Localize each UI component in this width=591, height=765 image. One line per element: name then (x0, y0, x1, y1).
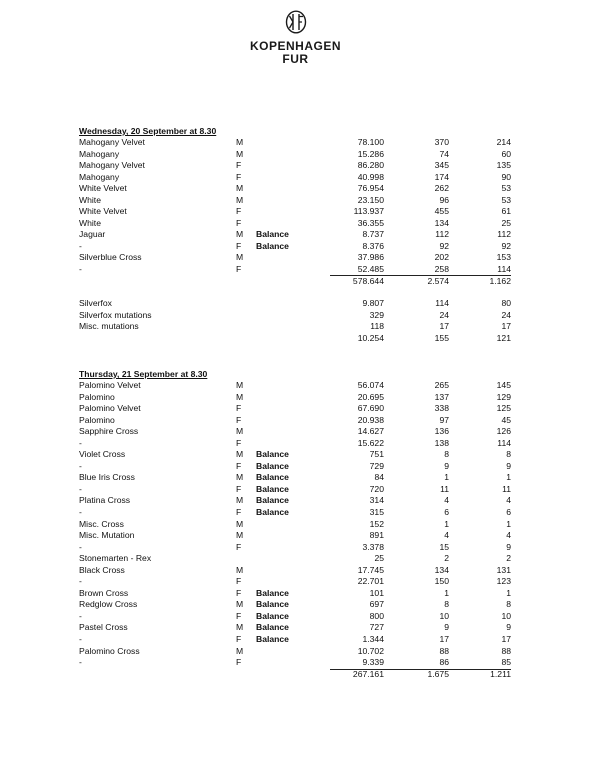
value-c: 85 (501, 657, 511, 668)
table-row (79, 241, 511, 253)
item-name: Blue Iris Cross (79, 472, 135, 483)
value-a: 118 (370, 321, 384, 332)
item-name: Misc. Cross (79, 518, 124, 529)
table-row (79, 310, 511, 322)
value-c: 90 (501, 171, 511, 182)
value-a: 891 (369, 530, 384, 541)
value-a: 40.998 (357, 171, 384, 182)
value-a: 315 (369, 507, 384, 518)
item-name: White Velvet (79, 183, 127, 194)
item-name: Mahogany (79, 148, 120, 159)
value-b: 258 (434, 264, 449, 275)
value-b: 2 (444, 553, 449, 564)
value-a: 15.286 (357, 148, 384, 159)
wednesday-title: Wednesday, 20 September at 8.30 (79, 126, 217, 136)
table-row (79, 472, 511, 484)
value-b: 8 (444, 449, 449, 460)
sex: F (236, 634, 242, 645)
value-c: 53 (501, 183, 511, 194)
silverfox-section (79, 298, 511, 344)
sex: F (236, 576, 242, 587)
value-c: 80 (501, 298, 511, 308)
table-row (79, 218, 511, 230)
brand-name-line1: KOPENHAGEN (249, 39, 341, 53)
table-row (79, 137, 511, 149)
sex: M (236, 622, 244, 633)
value-a: 23.150 (357, 194, 384, 205)
table-row (79, 576, 511, 588)
sex: F (236, 217, 242, 228)
kopenhagen-fur-logo (0, 10, 591, 66)
item-name: - (79, 437, 82, 448)
value-c: 9 (506, 460, 511, 471)
table-row (79, 588, 511, 600)
item-name: - (79, 264, 82, 275)
value-b: 9 (444, 622, 449, 633)
sex: M (236, 391, 244, 402)
item-name: Sapphire Cross (79, 426, 139, 437)
table-row (79, 542, 511, 554)
wednesday-total-b: 2.574 (427, 275, 449, 286)
value-b: 15 (439, 541, 449, 552)
silverfox-total-row (79, 333, 511, 345)
value-c: 4 (506, 530, 511, 541)
table-row (79, 298, 511, 310)
value-b: 370 (434, 137, 449, 147)
sex: F (236, 171, 242, 182)
value-b: 265 (434, 380, 449, 390)
table-row (79, 380, 511, 392)
value-b: 136 (434, 426, 449, 437)
value-a: 727 (369, 622, 384, 633)
value-b: 17 (439, 321, 449, 332)
table-row (79, 530, 511, 542)
value-a: 329 (369, 309, 384, 320)
table-row (79, 634, 511, 646)
table-row (79, 622, 511, 634)
item-name: - (79, 507, 82, 518)
sex: M (236, 252, 244, 263)
value-c: 1 (506, 472, 511, 483)
item-name: Brown Cross (79, 587, 129, 598)
sex: F (236, 587, 242, 598)
value-c: 112 (497, 229, 511, 240)
value-b: 134 (434, 564, 449, 575)
value-b: 11 (440, 483, 449, 494)
table-row (79, 415, 511, 427)
sex: F (236, 657, 242, 668)
table-row (79, 553, 511, 565)
item-name: Palomino Cross (79, 645, 140, 656)
value-a: 20.695 (357, 391, 384, 402)
value-c: 25 (501, 217, 511, 228)
item-name: Stonemarten - Rex (79, 553, 152, 564)
wednesday-section (79, 126, 511, 287)
table-row (79, 611, 511, 623)
balance-flag: Balance (256, 449, 289, 460)
item-name: Mahogany (79, 171, 120, 182)
value-c: 126 (496, 426, 511, 437)
sex: M (236, 518, 244, 529)
value-b: 4 (444, 495, 449, 506)
thursday-rows (79, 380, 511, 669)
balance-flag: Balance (256, 587, 289, 598)
value-b: 150 (434, 576, 449, 587)
table-row (79, 599, 511, 611)
silverfox-total-a: 10.254 (357, 332, 384, 343)
sex: M (236, 183, 244, 194)
table-row (79, 172, 511, 184)
sex: F (236, 541, 242, 552)
item-name: Platina Cross (79, 495, 131, 506)
sex: M (236, 449, 244, 460)
table-row (79, 484, 511, 496)
sex: M (236, 137, 244, 147)
value-b: 86 (439, 657, 449, 668)
value-c: 11 (502, 483, 511, 494)
item-name: Violet Cross (79, 449, 126, 460)
sex: M (236, 380, 244, 390)
value-c: 9 (506, 622, 511, 633)
value-c: 129 (496, 391, 511, 402)
item-name: Misc. mutations (79, 321, 139, 332)
table-row (79, 264, 511, 276)
value-b: 134 (434, 217, 449, 228)
table-row (79, 252, 511, 264)
table-row (79, 149, 511, 161)
sex: F (236, 610, 242, 621)
value-b: 345 (434, 160, 449, 171)
value-c: 145 (496, 380, 511, 390)
value-b: 24 (439, 309, 449, 320)
value-b: 4 (444, 530, 449, 541)
table-row (79, 449, 511, 461)
value-a: 751 (369, 449, 384, 460)
item-name: - (79, 610, 82, 621)
value-a: 9.339 (362, 657, 384, 668)
value-c: 153 (496, 252, 511, 263)
item-name: Jaguar (79, 229, 106, 240)
value-b: 9 (444, 460, 449, 471)
item-name: - (79, 240, 82, 251)
balance-flag: Balance (256, 229, 289, 240)
value-a: 729 (369, 460, 384, 471)
item-name: Palomino (79, 414, 115, 425)
item-name: Silverfox mutations (79, 309, 152, 320)
wednesday-total-rule (330, 275, 511, 276)
value-c: 61 (501, 206, 511, 217)
table-row (79, 321, 511, 333)
value-a: 17.745 (357, 564, 384, 575)
item-name: White (79, 194, 101, 205)
wednesday-rows (79, 137, 511, 276)
item-name: Palomino (79, 391, 115, 402)
value-a: 86.280 (357, 160, 384, 171)
item-name: Mahogany Velvet (79, 137, 145, 147)
item-name: - (79, 576, 82, 587)
table-row (79, 461, 511, 473)
sex: M (236, 564, 244, 575)
value-c: 8 (506, 449, 511, 460)
balance-flag: Balance (256, 622, 289, 633)
value-b: 17 (439, 634, 449, 645)
thursday-title: Thursday, 21 September at 8.30 (79, 369, 208, 379)
thursday-total-c: 1.211 (490, 668, 511, 679)
item-name: - (79, 634, 82, 645)
item-name: Pastel Cross (79, 622, 128, 633)
silverfox-rows (79, 298, 511, 333)
sex: M (236, 472, 244, 483)
value-b: 96 (439, 194, 449, 205)
balance-flag: Balance (256, 599, 289, 610)
value-c: 125 (496, 403, 511, 414)
value-b: 92 (439, 240, 449, 251)
value-b: 1 (444, 587, 449, 598)
sex: F (236, 206, 242, 217)
item-name: Silverblue Cross (79, 252, 142, 263)
value-a: 720 (369, 483, 384, 494)
value-b: 137 (434, 391, 449, 402)
sex: F (236, 507, 242, 518)
balance-flag: Balance (256, 634, 289, 645)
wednesday-total-a: 578.644 (352, 275, 384, 286)
value-c: 131 (496, 564, 511, 575)
value-b: 262 (434, 183, 449, 194)
sex: F (236, 264, 242, 275)
value-b: 114 (435, 298, 449, 308)
value-b: 6 (444, 507, 449, 518)
value-c: 92 (501, 240, 511, 251)
balance-flag: Balance (256, 610, 289, 621)
table-row (79, 206, 511, 218)
value-c: 10 (501, 610, 511, 621)
table-row (79, 519, 511, 531)
value-c: 24 (501, 309, 511, 320)
item-name: White Velvet (79, 206, 127, 217)
brand-name-line2: FUR (282, 52, 309, 66)
value-a: 67.690 (357, 403, 384, 414)
value-b: 338 (434, 403, 449, 414)
balance-flag: Balance (256, 460, 289, 471)
value-a: 36.355 (357, 217, 384, 228)
wednesday-total-c: 1.162 (489, 275, 511, 286)
value-a: 76.954 (357, 183, 384, 194)
value-a: 697 (369, 599, 384, 610)
item-name: Mahogany Velvet (79, 160, 145, 171)
value-a: 9.807 (362, 298, 384, 308)
item-name: - (79, 541, 82, 552)
sex: F (236, 483, 242, 494)
value-c: 4 (506, 495, 511, 506)
silverfox-total-b: 155 (434, 332, 449, 343)
value-c: 114 (497, 264, 511, 275)
value-c: 17 (501, 634, 511, 645)
balance-flag: Balance (256, 240, 289, 251)
value-a: 14.627 (357, 426, 384, 437)
value-b: 74 (439, 148, 449, 159)
value-a: 152 (369, 518, 384, 529)
value-c: 1 (506, 518, 511, 529)
balance-flag: Balance (256, 507, 289, 518)
thursday-total-b: 1.675 (427, 668, 449, 679)
sex: F (236, 403, 242, 414)
table-row (79, 426, 511, 438)
item-name: - (79, 460, 82, 471)
balance-flag: Balance (256, 472, 289, 483)
item-name: White (79, 217, 101, 228)
value-c: 60 (501, 148, 511, 159)
sex: M (236, 229, 244, 240)
item-name: Black Cross (79, 564, 125, 575)
table-row (79, 438, 511, 450)
value-a: 15.622 (357, 437, 384, 448)
value-c: 114 (497, 437, 511, 448)
sex: F (236, 414, 242, 425)
sex: M (236, 194, 244, 205)
table-row (79, 565, 511, 577)
item-name: Misc. Mutation (79, 530, 135, 541)
value-a: 52.485 (357, 264, 384, 275)
value-b: 112 (435, 229, 449, 240)
thursday-section (79, 369, 511, 680)
value-a: 22.701 (357, 576, 384, 587)
item-name: - (79, 657, 82, 668)
value-c: 45 (501, 414, 511, 425)
table-row (79, 183, 511, 195)
value-a: 314 (369, 495, 384, 506)
table-row (79, 195, 511, 207)
silverfox-total-c: 121 (496, 332, 511, 343)
item-name: Palomino Velvet (79, 403, 141, 414)
sex: F (236, 160, 242, 171)
sex: M (236, 148, 244, 159)
sex: F (236, 460, 242, 471)
table-row (79, 229, 511, 241)
sex: M (236, 645, 244, 656)
value-b: 174 (434, 171, 449, 182)
value-a: 56.074 (357, 380, 384, 390)
value-c: 2 (506, 553, 511, 564)
sex: M (236, 426, 244, 437)
value-b: 97 (439, 414, 449, 425)
value-c: 17 (501, 321, 511, 332)
value-b: 138 (434, 437, 449, 448)
value-a: 84 (374, 472, 384, 483)
value-a: 78.100 (357, 137, 384, 147)
value-a: 101 (369, 587, 384, 598)
value-b: 455 (434, 206, 449, 217)
balance-flag: Balance (256, 483, 289, 494)
wednesday-total-row (79, 276, 511, 288)
value-c: 135 (496, 160, 511, 171)
value-b: 202 (434, 252, 449, 263)
value-a: 800 (369, 610, 384, 621)
value-c: 88 (501, 645, 511, 656)
item-name: Silverfox (79, 298, 112, 308)
item-name: - (79, 483, 82, 494)
value-b: 8 (444, 599, 449, 610)
sex: M (236, 495, 244, 506)
item-name: Redglow Cross (79, 599, 138, 610)
table-row (79, 392, 511, 404)
kf-monogram-icon (285, 10, 307, 34)
table-row (79, 403, 511, 415)
value-b: 1 (444, 518, 449, 529)
value-c: 123 (496, 576, 511, 587)
table-row (79, 160, 511, 172)
value-a: 10.702 (357, 645, 384, 656)
value-a: 8.376 (362, 240, 384, 251)
value-a: 25 (374, 553, 384, 564)
value-a: 1.344 (362, 634, 384, 645)
value-c: 8 (506, 599, 511, 610)
value-b: 1 (444, 472, 449, 483)
sex: M (236, 599, 244, 610)
thursday-total-row (79, 669, 511, 681)
balance-flag: Balance (256, 495, 289, 506)
table-row (79, 495, 511, 507)
value-c: 1 (506, 587, 511, 598)
thursday-total-a: 267.161 (352, 668, 384, 679)
value-c: 53 (501, 194, 511, 205)
value-c: 214 (496, 137, 511, 147)
item-name: Palomino Velvet (79, 380, 141, 390)
sex: F (236, 240, 242, 251)
value-a: 3.378 (362, 541, 384, 552)
value-a: 8.737 (362, 229, 384, 240)
value-b: 10 (439, 610, 449, 621)
sex: F (236, 437, 242, 448)
value-a: 20.938 (357, 414, 384, 425)
sex: M (236, 530, 244, 541)
table-row (79, 657, 511, 669)
value-a: 37.986 (357, 252, 384, 263)
value-c: 9 (506, 541, 511, 552)
value-a: 113.937 (353, 206, 384, 217)
value-b: 88 (439, 645, 449, 656)
value-c: 6 (506, 507, 511, 518)
thursday-total-rule (330, 669, 511, 670)
table-row (79, 507, 511, 519)
table-row (79, 646, 511, 658)
